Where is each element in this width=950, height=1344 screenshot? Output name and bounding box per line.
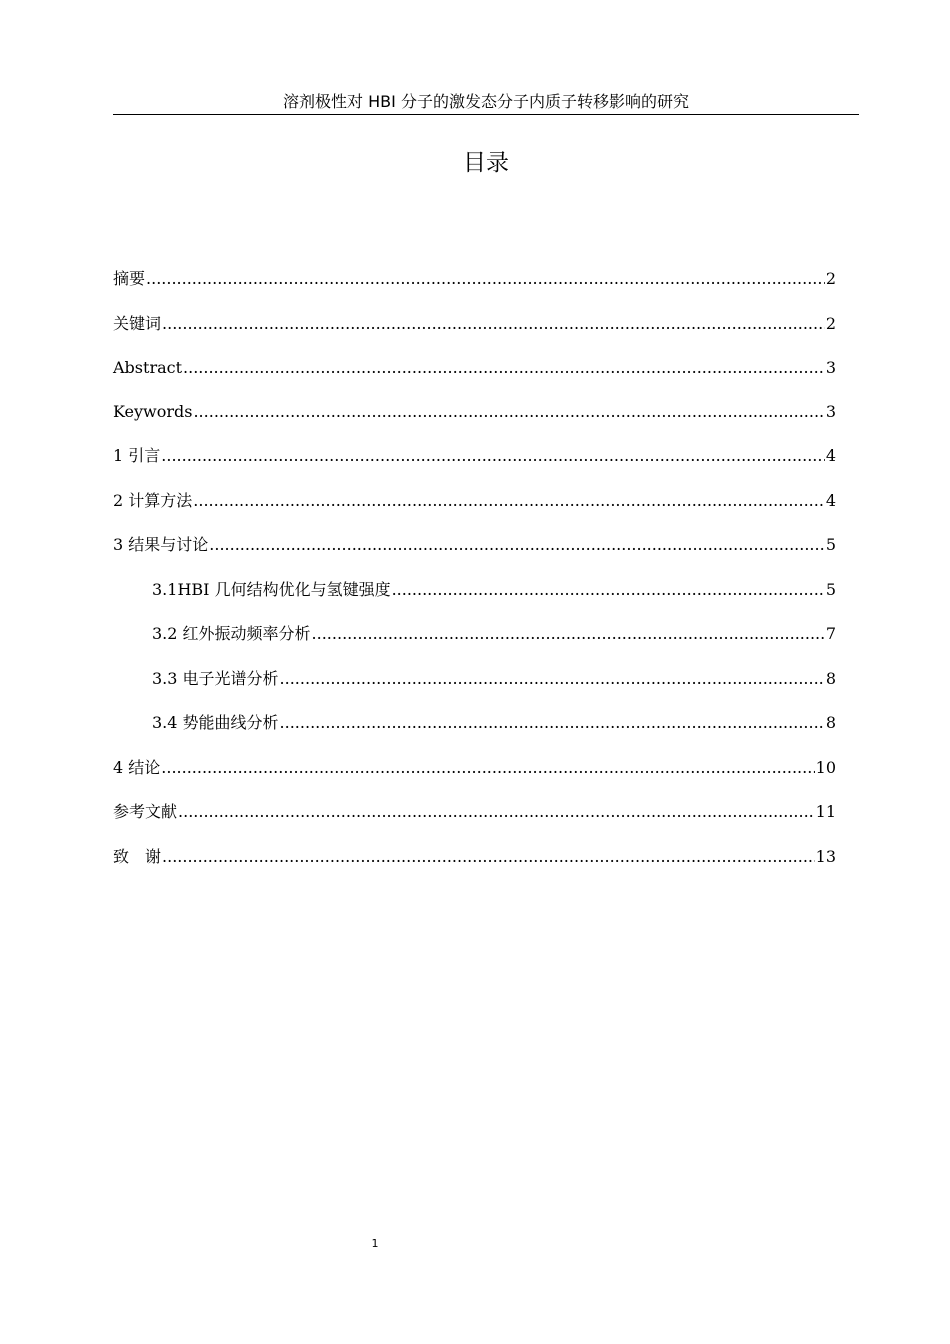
toc-entry-label: 摘要 [113,269,146,288]
toc-entry-page: 3 [825,358,836,377]
toc-leader-dots [392,579,825,601]
toc-leader-dots [183,357,825,379]
toc-leader-dots [162,846,815,868]
toc-entry-label: 3 结果与讨论 [113,535,209,554]
toc-entry-abstract-cn[interactable] [113,266,836,290]
toc-entry-label: Abstract [113,358,183,377]
toc-entry-page: 8 [825,669,836,688]
toc-entry-keywords-cn[interactable] [113,311,836,335]
toc-entry-page: 2 [825,314,836,333]
running-header: 溶剂极性对 HBI 分子的激发态分子内质子转移影响的研究 [113,92,859,115]
toc-entry-section-3-1[interactable] [152,577,836,601]
toc-leader-dots [161,757,814,779]
toc-entry-section-3-4[interactable] [152,710,836,734]
toc-entry-results[interactable] [113,532,836,556]
toc-entry-page: 3 [825,402,836,421]
toc-entry-label: 3.1HBI 几何结构优化与氢键强度 [152,580,391,599]
toc-leader-dots [193,490,825,512]
toc-entry-introduction[interactable] [113,443,836,467]
toc-entry-abstract-en[interactable] [113,355,836,379]
toc-entry-label: Keywords [113,402,193,421]
toc-entry-page: 10 [815,758,836,777]
toc-leader-dots [193,401,824,423]
toc-title: 目录 [463,150,509,176]
toc-entry-page: 2 [825,269,836,288]
toc-entry-acknowledgements[interactable] [113,844,836,868]
toc-leader-dots [209,534,825,556]
toc-entry-label: 3.3 电子光谱分析 [152,669,279,688]
toc-entry-section-3-2[interactable] [152,621,836,645]
toc-entry-label: 3.4 势能曲线分析 [152,713,279,732]
toc-entry-methods[interactable] [113,488,836,512]
toc-entry-label: 4 结论 [113,758,161,777]
toc-entry-page: 8 [825,713,836,732]
toc-leader-dots [161,445,825,467]
toc-entry-label: 参考文献 [113,802,178,821]
toc-entry-page: 5 [825,580,836,599]
toc-entry-label: 2 计算方法 [113,491,193,510]
toc-leader-dots [280,668,825,690]
toc-entry-page: 11 [815,802,836,821]
toc-entry-label: 关键词 [113,314,162,333]
toc-leader-dots [280,712,825,734]
toc-leader-dots [178,801,815,823]
toc-leader-dots [162,313,825,335]
toc-entry-section-3-3[interactable] [152,666,836,690]
toc-entry-page: 4 [825,491,836,510]
toc-entry-keywords-en[interactable] [113,399,836,423]
toc-entry-references[interactable] [113,799,836,823]
toc-entry-page: 4 [825,446,836,465]
toc-entry-label: 3.2 红外振动频率分析 [152,624,311,643]
toc-leader-dots [146,268,825,290]
toc-entry-page: 7 [825,624,836,643]
toc-leader-dots [312,623,825,645]
toc-entry-page: 5 [825,535,836,554]
toc-entry-page: 13 [815,847,836,866]
toc-entry-label: 1 引言 [113,446,161,465]
toc-entry-conclusion[interactable] [113,755,836,779]
toc-entry-label: 致 谢 [113,847,162,866]
page-number: 1 [371,1237,379,1250]
